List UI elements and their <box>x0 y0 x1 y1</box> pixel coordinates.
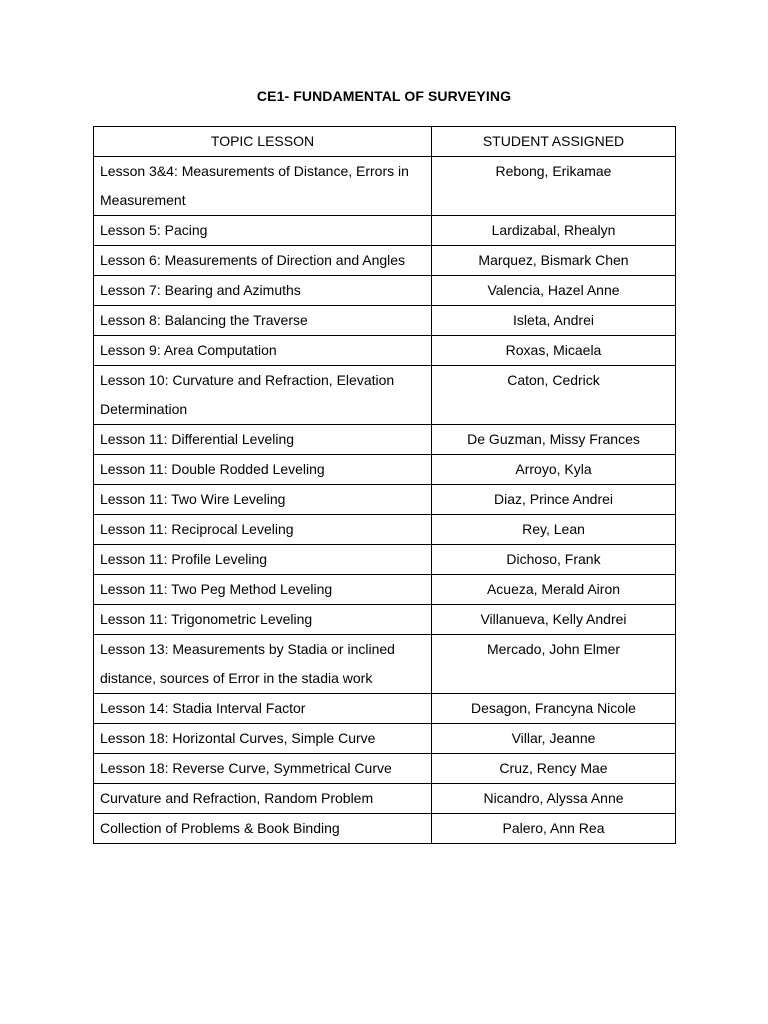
table-row <box>94 216 676 246</box>
student-cell: Villar, Jeanne <box>432 724 676 754</box>
student-cell: De Guzman, Missy Frances <box>432 425 676 455</box>
topic-cell: Lesson 18: Horizontal Curves, Simple Curve <box>94 724 432 754</box>
table-row <box>94 724 676 754</box>
student-cell: Dichoso, Frank <box>432 545 676 575</box>
table-row <box>94 605 676 635</box>
student-cell: Marquez, Bismark Chen <box>432 246 676 276</box>
table-row <box>94 455 676 485</box>
topic-cell: Lesson 8: Balancing the Traverse <box>94 306 432 336</box>
topic-cell: Lesson 7: Bearing and Azimuths <box>94 276 432 306</box>
table-row <box>94 814 676 844</box>
student-cell: Valencia, Hazel Anne <box>432 276 676 306</box>
topic-cell: Lesson 18: Reverse Curve, Symmetrical Curve <box>94 754 432 784</box>
student-cell: Nicandro, Alyssa Anne <box>432 784 676 814</box>
topic-cell: Lesson 11: Double Rodded Leveling <box>94 455 432 485</box>
student-cell: Villanueva, Kelly Andrei <box>432 605 676 635</box>
student-cell: Arroyo, Kyla <box>432 455 676 485</box>
table-row <box>94 515 676 545</box>
header-topic-lesson: TOPIC LESSON <box>94 127 432 157</box>
topic-cell: Lesson 11: Differential Leveling <box>94 425 432 455</box>
table-row <box>94 366 676 425</box>
topic-cell: Lesson 5: Pacing <box>94 216 432 246</box>
student-cell: Palero, Ann Rea <box>432 814 676 844</box>
table-row <box>94 784 676 814</box>
table-row <box>94 425 676 455</box>
topic-cell: Lesson 11: Trigonometric Leveling <box>94 605 432 635</box>
table-row <box>94 336 676 366</box>
table-row <box>94 635 676 694</box>
header-row <box>94 127 676 157</box>
table-header <box>94 127 676 157</box>
student-cell: Rebong, Erikamae <box>432 157 676 216</box>
table-row <box>94 575 676 605</box>
header-student-assigned: STUDENT ASSIGNED <box>432 127 676 157</box>
topic-cell: Lesson 9: Area Computation <box>94 336 432 366</box>
topic-cell: Lesson 14: Stadia Interval Factor <box>94 694 432 724</box>
student-cell: Rey, Lean <box>432 515 676 545</box>
student-cell: Mercado, John Elmer <box>432 635 676 694</box>
table-body <box>94 157 676 844</box>
student-cell: Roxas, Micaela <box>432 336 676 366</box>
table-row <box>94 694 676 724</box>
student-cell: Acueza, Merald Airon <box>432 575 676 605</box>
topic-cell: Curvature and Refraction, Random Problem <box>94 784 432 814</box>
topic-cell: Lesson 10: Curvature and Refraction, Elevation Determination <box>94 366 432 425</box>
topic-cell: Lesson 6: Measurements of Direction and Angles <box>94 246 432 276</box>
table-row <box>94 306 676 336</box>
student-cell: Diaz, Prince Andrei <box>432 485 676 515</box>
student-cell: Cruz, Rency Mae <box>432 754 676 784</box>
topic-cell: Collection of Problems & Book Binding <box>94 814 432 844</box>
table-row <box>94 545 676 575</box>
topic-cell: Lesson 11: Two Peg Method Leveling <box>94 575 432 605</box>
topic-cell: Lesson 11: Reciprocal Leveling <box>94 515 432 545</box>
topic-cell: Lesson 3&4: Measurements of Distance, Errors in Measurement <box>94 157 432 216</box>
assignment-table <box>93 126 676 844</box>
topic-cell: Lesson 11: Profile Leveling <box>94 545 432 575</box>
page-title: CE1- FUNDAMENTAL OF SURVEYING <box>256 88 512 104</box>
table-row <box>94 485 676 515</box>
table-row <box>94 246 676 276</box>
student-cell: Lardizabal, Rhealyn <box>432 216 676 246</box>
topic-cell: Lesson 11: Two Wire Leveling <box>94 485 432 515</box>
table-row <box>94 157 676 216</box>
table-row <box>94 754 676 784</box>
student-cell: Caton, Cedrick <box>432 366 676 425</box>
student-cell: Isleta, Andrei <box>432 306 676 336</box>
topic-cell: Lesson 13: Measurements by Stadia or inclined distance, sources of Error in the stadia work <box>94 635 432 694</box>
table-row <box>94 276 676 306</box>
student-cell: Desagon, Francyna Nicole <box>432 694 676 724</box>
